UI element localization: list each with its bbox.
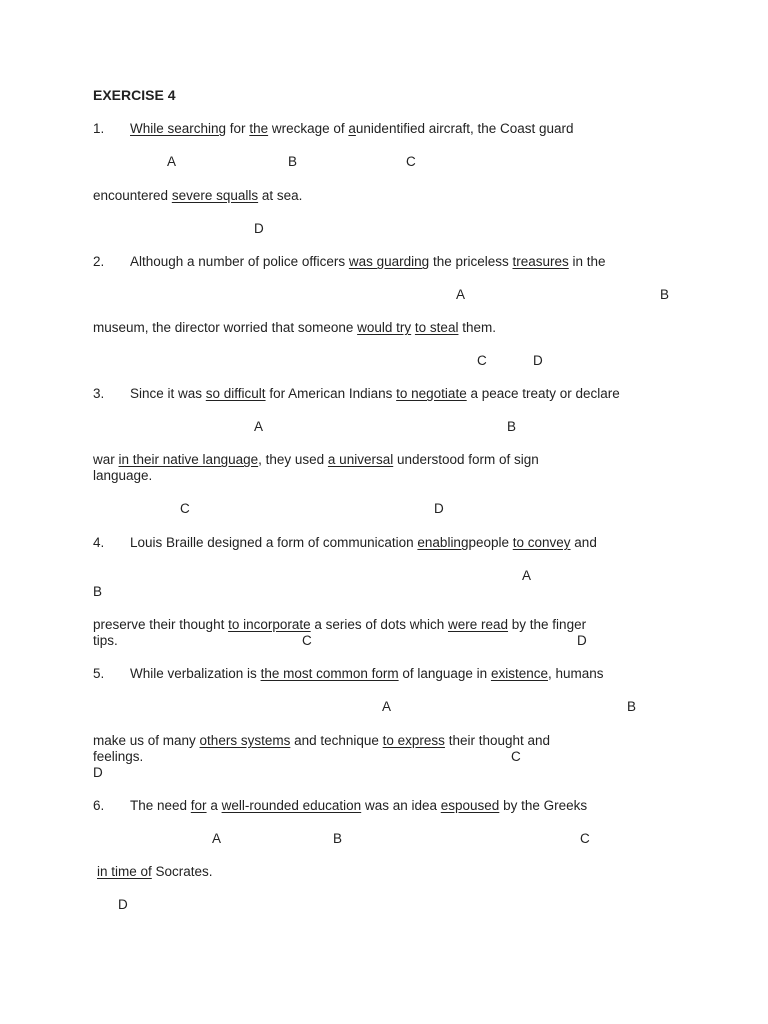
- item-number: 3.: [93, 386, 105, 401]
- answer-letter: C: [180, 501, 190, 516]
- sentence-text: Since it was: [130, 386, 206, 401]
- underlined-option: the: [249, 121, 269, 136]
- underlined-option: to convey: [512, 535, 571, 550]
- sentence-text: understood form of sign: [393, 452, 539, 467]
- sentence-text: for: [226, 121, 250, 136]
- answer-letter: A: [254, 419, 264, 434]
- item-line: [97, 864, 213, 880]
- answer-letter: C: [580, 831, 590, 846]
- answer-letter: D: [93, 765, 103, 780]
- sentence-text: a peace treaty or declare: [466, 386, 620, 401]
- answer-letter: A: [522, 568, 532, 583]
- underlined-option: the most common form: [260, 666, 399, 681]
- sentence-text: unidentified aircraft, the Coast guard: [355, 121, 574, 136]
- sentence-text: at sea.: [258, 188, 303, 203]
- answer-letter: A: [212, 831, 222, 846]
- exercise-title: EXERCISE 4: [93, 87, 176, 103]
- item-number: 1.: [93, 121, 105, 136]
- answer-letter: C: [477, 353, 487, 368]
- sentence-text: Socrates.: [151, 864, 213, 879]
- answer-letter: B: [333, 831, 343, 846]
- sentence-text: a series of dots which: [310, 617, 448, 632]
- item-line-continuation: language.: [93, 468, 153, 483]
- item-line: [130, 386, 620, 402]
- item-line: [93, 188, 302, 204]
- sentence-text: museum, the director worried that someone: [93, 320, 358, 335]
- answer-letter: D: [533, 353, 543, 368]
- answer-letter: D: [434, 501, 444, 516]
- underlined-option: treasures: [512, 254, 569, 269]
- underlined-option: was guarding: [348, 254, 430, 269]
- underlined-option: a: [348, 121, 356, 136]
- underlined-option: While searching: [130, 121, 227, 136]
- sentence-text: make us of many: [93, 733, 200, 748]
- item-line: [130, 666, 604, 682]
- underlined-option: so difficult: [205, 386, 266, 401]
- item-line: [93, 617, 586, 633]
- item-line: [130, 254, 606, 270]
- item-number: 5.: [93, 666, 105, 681]
- underlined-option: to express: [382, 733, 445, 748]
- sentence-text: and technique: [290, 733, 383, 748]
- underlined-option: existence: [490, 666, 548, 681]
- underlined-option: to negotiate: [396, 386, 467, 401]
- item-line: [130, 121, 574, 137]
- sentence-text: The need: [130, 798, 191, 813]
- sentence-text: the priceless: [429, 254, 513, 269]
- answer-letter: B: [93, 584, 103, 599]
- underlined-option: well-rounded education: [221, 798, 362, 813]
- sentence-text: preserve their thought: [93, 617, 229, 632]
- item-number: 2.: [93, 254, 105, 269]
- answer-letter: B: [507, 419, 517, 434]
- underlined-option: in their native language: [118, 452, 259, 467]
- sentence-text: for American Indians: [265, 386, 397, 401]
- underlined-option: others systems: [199, 733, 291, 748]
- sentence-text: and: [570, 535, 597, 550]
- sentence-text: Although a number of police officers: [130, 254, 349, 269]
- answer-letter: B: [660, 287, 670, 302]
- underlined-option: enabling: [417, 535, 469, 550]
- answer-letter: B: [288, 154, 298, 169]
- answer-letter: B: [627, 699, 637, 714]
- sentence-text: by the Greeks: [499, 798, 588, 813]
- sentence-text: , humans: [547, 666, 604, 681]
- underlined-option: were read: [447, 617, 509, 632]
- sentence-text: While verbalization is: [130, 666, 261, 681]
- item-line: [130, 798, 587, 814]
- sentence-text: them.: [458, 320, 496, 335]
- answer-letter: C: [406, 154, 416, 169]
- underlined-option: in time of: [97, 864, 152, 879]
- underlined-option: would try: [357, 320, 412, 335]
- answer-letter: C: [511, 749, 521, 764]
- sentence-text: a: [206, 798, 222, 813]
- answer-letter: C: [302, 633, 312, 648]
- sentence-text: war: [93, 452, 119, 467]
- sentence-text: Louis Braille designed a form of communication: [130, 535, 418, 550]
- underlined-option: a universal: [327, 452, 394, 467]
- answer-letter: A: [167, 154, 177, 169]
- sentence-text: encountered: [93, 188, 172, 203]
- item-number: 4.: [93, 535, 105, 550]
- item-line-continuation: feelings.: [93, 749, 144, 764]
- item-line: [93, 320, 496, 336]
- answer-letter: A: [456, 287, 466, 302]
- item-number: 6.: [93, 798, 105, 813]
- underlined-option: severe squalls: [171, 188, 259, 203]
- sentence-text: of language in: [398, 666, 491, 681]
- sentence-text: wreckage of: [268, 121, 349, 136]
- sentence-text: by the finger: [508, 617, 587, 632]
- answer-letter: D: [577, 633, 587, 648]
- sentence-text: their thought and: [444, 733, 551, 748]
- underlined-option: to steal: [414, 320, 459, 335]
- underlined-option: to incorporate: [228, 617, 311, 632]
- item-line: [130, 535, 597, 551]
- item-line-continuation: tips.: [93, 633, 118, 648]
- answer-letter: D: [254, 221, 264, 236]
- sentence-text: was an idea: [361, 798, 441, 813]
- item-line: [93, 733, 550, 749]
- item-line: [93, 452, 539, 468]
- sentence-text: people: [468, 535, 513, 550]
- answer-letter: D: [118, 897, 128, 912]
- sentence-text: , they used: [258, 452, 328, 467]
- underlined-option: for: [190, 798, 207, 813]
- answer-letter: A: [382, 699, 392, 714]
- sentence-text: in the: [568, 254, 606, 269]
- underlined-option: espoused: [440, 798, 500, 813]
